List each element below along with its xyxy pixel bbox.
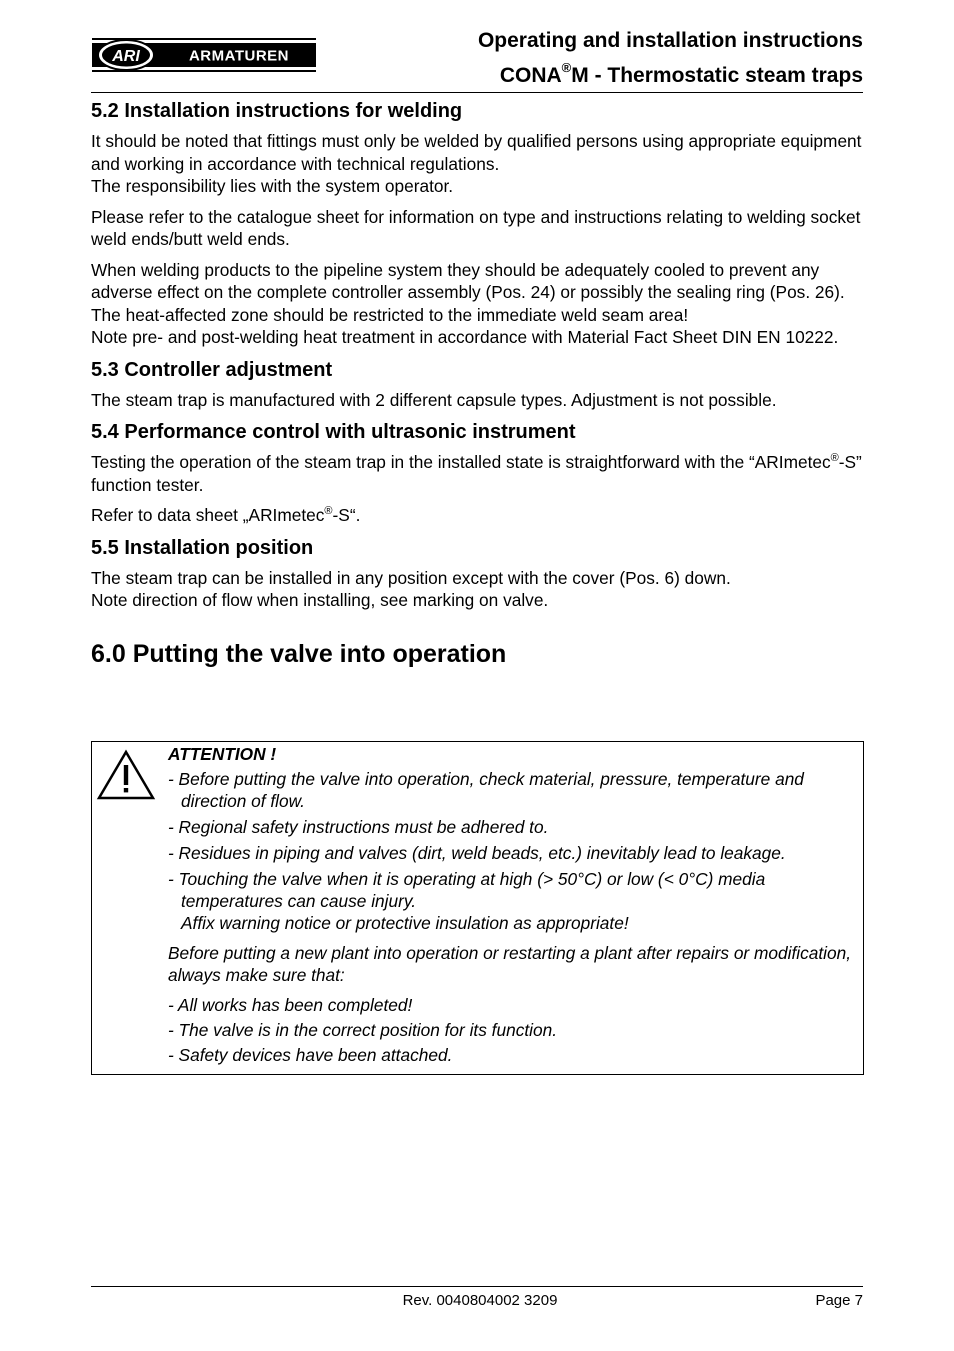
attention-box (91, 741, 864, 1075)
heading-5-2: 5.2 Installation instructions for welding (91, 100, 463, 122)
page-number: Page 7 (815, 1292, 863, 1309)
paragraph-install-position: The steam trap can be installed in any position except with the cover (Pos. 6) down. (91, 567, 731, 588)
footer-rule (91, 1286, 863, 1287)
attention-item-note: Affix warning notice or protective insulation as appropriate! (181, 913, 629, 933)
paragraph-flow-direction: Note direction of flow when installing, see marking on valve. (91, 590, 549, 610)
ari-armaturen-logo (91, 36, 317, 74)
attention-text (168, 742, 858, 1066)
checklist-item: - Safety devices have been attached. (168, 1045, 453, 1065)
svg-text:ARI: ARI (112, 48, 140, 65)
attention-item: - Before putting the valve into operation, check material, pressure, temperature and direction of flow. (168, 769, 804, 811)
paragraph-welding-qualified: It should be noted that fittings must only be welded by qualified persons using appropriate equipment and working in accordance with technical regulations. (91, 131, 862, 174)
heading-6-0: 6.0 Putting the valve into operation (91, 639, 507, 668)
heading-5-5: 5.5 Installation position (91, 536, 314, 559)
attention-item: - Regional safety instructions must be adhered to. (168, 817, 549, 837)
revision-number: Rev. 0040804002 3209 (402, 1292, 558, 1309)
svg-text:ARMATUREN: ARMATUREN (188, 47, 290, 65)
warning-triangle-icon (96, 748, 156, 802)
paragraph-responsibility: The responsibility lies with the system operator. (91, 176, 454, 196)
main-content (91, 98, 863, 670)
header-rule (91, 92, 863, 93)
paragraph-cooling: When welding products to the pipeline system they should be adequately cooled to prevent any adverse effect on the complete controller assembly (Pos. 24) or possibly the sealing ring (Pos. 26). The heat-affected zone should be restricted to the immediate weld seam area! (91, 259, 845, 325)
paragraph-capsule-types: The steam trap is manufactured with 2 different capsule types. Adjustment is not possible. (91, 389, 777, 410)
attention-title: ATTENTION ! (168, 744, 277, 764)
paragraph-heat-treatment: Note pre- and post-welding heat treatment in accordance with Material Fact Sheet DIN EN 10222. (91, 327, 839, 347)
paragraph-catalogue: Please refer to the catalogue sheet for information on type and instructions relating to welding socket weld ends/butt weld ends. (91, 206, 861, 249)
title-line-2: CONA®M - Thermostatic steam traps (499, 60, 863, 87)
attention-item: - Touching the valve when it is operating at high (> 50°C) or low (< 0°C) media temperatures can cause injury. (168, 869, 766, 911)
checklist-item: - The valve is in the correct position for its function. (168, 1020, 557, 1040)
heading-5-4: 5.4 Performance control with ultrasonic instrument (91, 421, 576, 443)
attention-intro: Before putting a new plant into operation or restarting a plant after repairs or modification, always make sure that: (168, 943, 851, 985)
title-line-1: Operating and installation instructions (477, 29, 863, 52)
attention-item: - Residues in piping and valves (dirt, weld beads, etc.) inevitably lead to leakage. (168, 843, 786, 863)
document-title (478, 26, 863, 90)
paragraph-function-tester: Testing the operation of the steam trap in the installed state is straightforward with the “ARImetec®-S” function tester. (91, 452, 862, 495)
heading-5-3: 5.3 Controller adjustment (91, 358, 333, 381)
checklist-item: - All works has been completed! (168, 995, 413, 1015)
paragraph-data-sheet: Refer to data sheet „ARImetec®-S“. (91, 505, 361, 525)
